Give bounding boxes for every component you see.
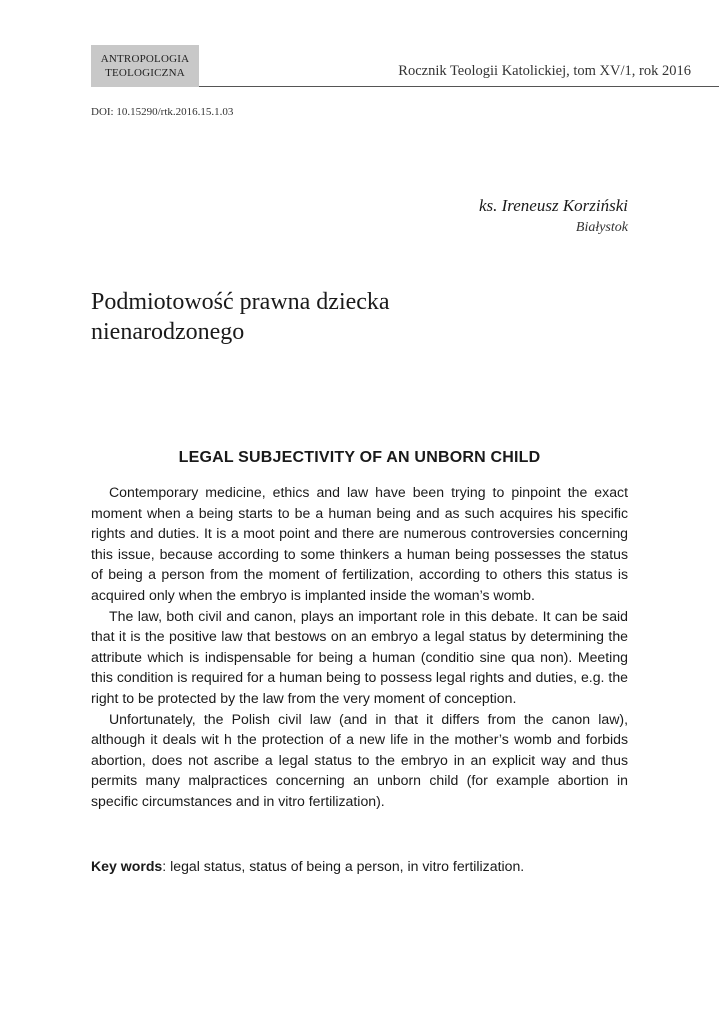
article-title-line2: nienarodzonego xyxy=(91,319,245,345)
abstract-paragraph: The law, both civil and canon, plays an important role in this debate. It can be said that it is the positive law that bestows on an embryo a legal status by determining the attribute which is indispensable for being a human (conditio sine qua non). Meeting this condition is required for a human being to possess legal rights and duties, e.g. the right to be protected by the law from the very moment of conception. xyxy=(91,607,628,706)
section-tag xyxy=(91,45,199,87)
abstract xyxy=(91,482,628,812)
abstract-title: LEGAL SUBJECTIVITY OF AN UNBORN CHILD xyxy=(178,449,541,466)
author-name: ks. Ireneusz Korziński xyxy=(478,196,628,215)
keywords-label: Key words xyxy=(91,858,163,874)
abstract-paragraph: Contemporary medicine, ethics and law have been trying to pinpoint the exact moment when a being starts to be a human being and as such acquires his specific rights and duties. It is a moot point and there are numerous controversies concerning this issue, because according to some thinkers a human being possesses the status of being a person from the moment of fertilization, according to others this status is acquired only when the embryo is implanted inside the woman’s womb. xyxy=(91,484,628,603)
keywords-text: : legal status, status of being a person, in vitro fertilization. xyxy=(162,858,525,874)
author-affiliation: Białystok xyxy=(575,220,628,235)
journal-title: Rocznik Teologii Katolickiej, tom XV/1, rok 2016 xyxy=(398,63,691,79)
article-title xyxy=(91,287,631,347)
doi: DOI: 10.15290/rtk.2016.15.1.03 xyxy=(91,106,234,118)
header-rule xyxy=(199,86,719,87)
section-tag-line2: TEOLOGICZNA xyxy=(105,67,185,79)
article-title-line1: Podmiotowość prawna dziecka xyxy=(91,289,390,315)
keywords xyxy=(91,856,628,877)
abstract-paragraph: Unfortunately, the Polish civil law (and in that it differs from the canon law), although it deals wit h the protection of a new life in the mother’s womb and forbids abortion, does not ascribe a legal status to the embryo in an explicit way and thus permits many malpractices concerning an unborn child (for example abortion in specific circumstances and in vitro fertilization). xyxy=(91,710,628,809)
section-tag-line1: ANTROPOLOGIA xyxy=(100,53,190,65)
